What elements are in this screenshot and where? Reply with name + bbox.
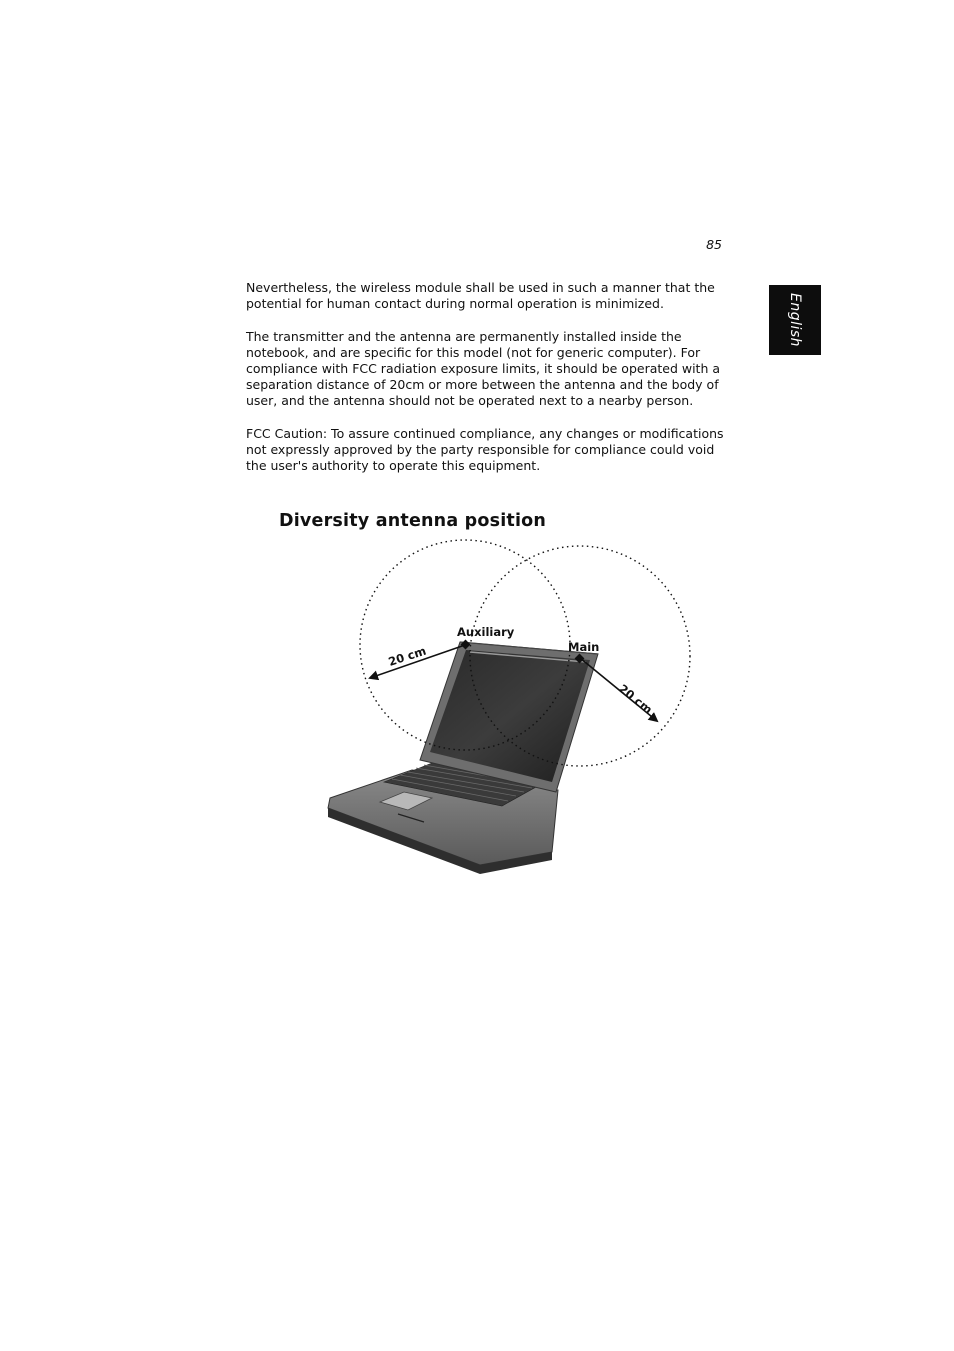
auxiliary-label: Auxiliary [457, 625, 515, 639]
main-label: Main [568, 640, 600, 654]
language-tab-label: English [787, 292, 803, 348]
distance-label-right: 20 cm [616, 681, 656, 717]
paragraph-transmitter: The transmitter and the antenna are permanently installed inside the notebook, and are specific for this model (not for generic computer). For compliance with FCC radiation exposure limits, it should be operated with a separation distance of 20cm or more between the antenna and the body of user, and the antenna should not be operated next to a nearby person. [246, 328, 721, 409]
section-title: Diversity antenna position [279, 511, 547, 531]
antenna-diagram [320, 530, 710, 875]
page-number: 85 [706, 237, 722, 252]
distance-label-left: 20 cm [386, 643, 428, 669]
paragraph-fcc-caution: FCC Caution: To assure continued compliance, any changes or modifications not expressly approved by the party responsible for compliance could void the user's authority to operate this equipment. [246, 425, 724, 474]
antenna-figure [320, 530, 710, 875]
body-text [246, 280, 726, 491]
language-tab [769, 285, 821, 355]
paragraph-usage: Nevertheless, the wireless module shall be used in such a manner that the potential for human contact during normal operation is minimized. [246, 280, 715, 312]
